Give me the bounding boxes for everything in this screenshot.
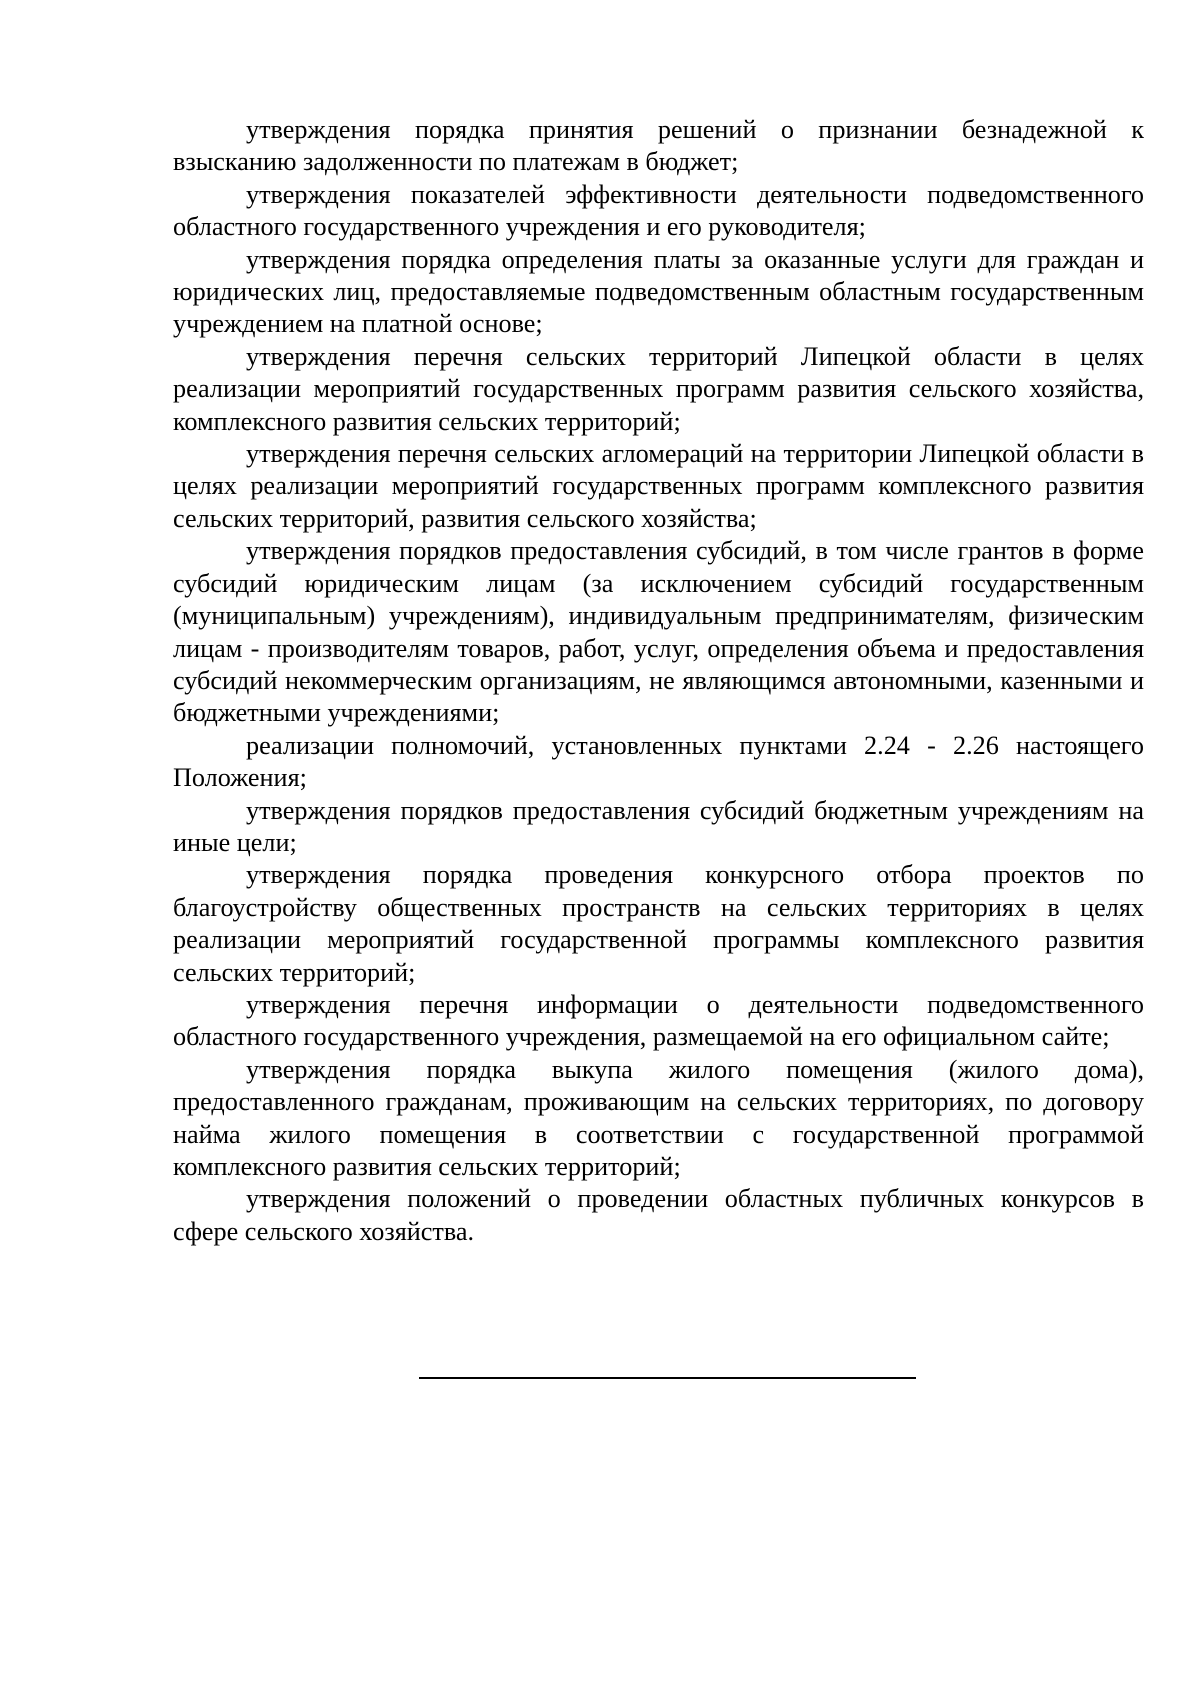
paragraph: утверждения перечня сельских территорий Липецкой области в целях реализации мероприятий государственных программ развития сельского хозяйства, комплексного развития сельских территорий;	[173, 341, 1144, 436]
paragraph: реализации полномочий, установленных пунктами 2.24 - 2.26 настоящего Положения;	[173, 730, 1144, 793]
paragraph: утверждения порядка проведения конкурсного отбора проектов по благоустройству общественных пространств на сельских территориях в целях реализации мероприятий государственной программы комплексного развития сельских территорий;	[173, 860, 1144, 987]
paragraph: утверждения порядков предоставления субсидий, в том числе грантов в форме субсидий юридическим лицам (за исключением субсидий государственным (муниципальным) учреждениям), индивидуальным предпринимателям, физическим лицам - производителям товаров, работ, услуг, определения объема и предоставления субсидий некоммерческим организациям, не являющимся автономными, казенными и бюджетными учреждениями;	[173, 536, 1144, 728]
paragraph: утверждения порядка определения платы за оказанные услуги для граждан и юридических лиц, предоставляемые подведомственным областным государственным учреждением на платной основе;	[173, 244, 1144, 339]
paragraph: утверждения порядка принятия решений о признании безнадежной к взысканию задолженности по платежам в бюджет;	[173, 115, 1144, 177]
paragraph: утверждения показателей эффективности деятельности подведомственного областного государственного учреждения и его руководителя;	[173, 179, 1144, 242]
paragraph: утверждения перечня сельских агломераций на территории Липецкой области в целях реализации мероприятий государственных программ комплексного развития сельских территорий, развития сельского хозяйства;	[173, 439, 1144, 533]
paragraph: утверждения порядков предоставления субсидий бюджетным учреждениям на иные цели;	[173, 795, 1144, 857]
paragraph: утверждения положений о проведении областных публичных конкурсов в сфере сельского хозяйства.	[173, 1184, 1144, 1246]
paragraph: утверждения порядка выкупа жилого помещения (жилого дома), предоставленного гражданам, проживающим на сельских территориях, по договору найма жилого помещения в соответствии с государственной программой комплексного развития сельских территорий;	[173, 1054, 1144, 1181]
document-body	[173, 114, 1144, 1248]
paragraph: утверждения перечня информации о деятельности подведомственного областного государственного учреждения, размещаемой на его официальном сайте;	[173, 989, 1144, 1052]
end-of-document-rule	[419, 1377, 916, 1379]
